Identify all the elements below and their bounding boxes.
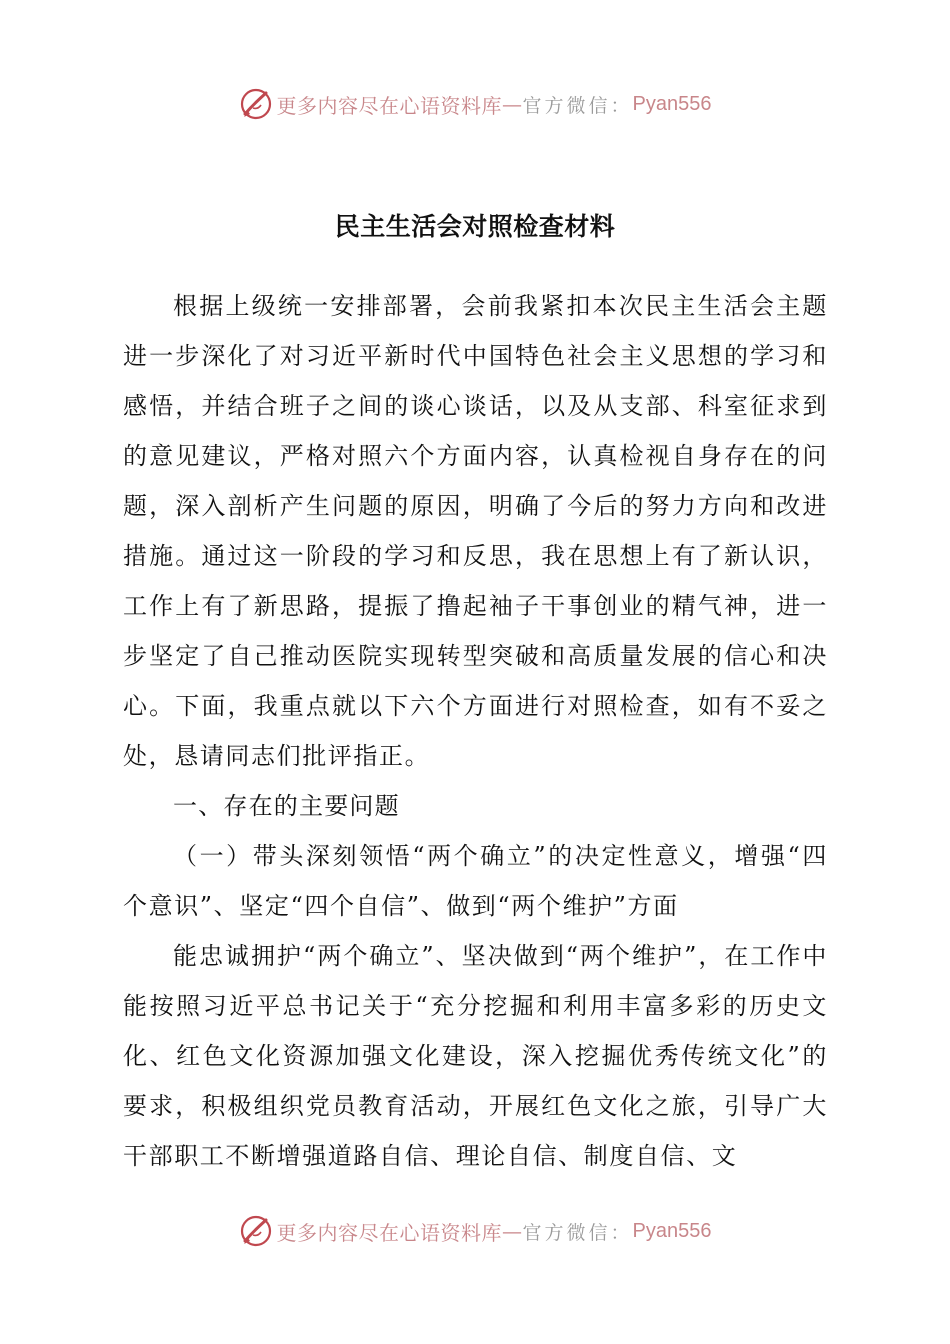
pen-logo-icon	[239, 1214, 273, 1248]
section-heading-problems: 一、存在的主要问题	[173, 792, 400, 820]
watermark-main-text: 更多内容尽在心语资料库	[276, 93, 502, 118]
watermark-wechat-id: Pyan556	[632, 1219, 712, 1242]
watermark-separator: —	[502, 1219, 523, 1243]
document-title: 民主生活会对照检查材料	[334, 212, 616, 241]
watermark-header	[0, 84, 950, 124]
watermark-sub-text: 官方微信：	[522, 1221, 633, 1244]
intro-paragraph: 根据上级统一安排部署，会前我紧扣本次民主生活会主题进一步深化了对习近平新时代中国特色社会主义思想的学习和感悟，并结合班子之间的谈心谈话，以及从支部、科室征求到的意见建议，严格对照六个方面内容，认真检视自身存在的问题，深入剖析产生问题的原因，明确了今后的努力方向和改进措施。通过这一阶段的学习和反思，我在思想上有了新认识，工作上有了新思路，提振了撸起袖子干事创业的精气神，进一步坚定了自己推动医院实现转型突破和高质量发展的信心和决心。下面，我重点就以下六个方面进行对照检查，如有不妥之处，恳请同志们批评指正。	[123, 292, 828, 770]
watermark-sub-text: 官方微信：	[522, 94, 633, 117]
subsection-heading-1: （一）带头深刻领悟“两个确立”的决定性意义，增强“四个意识”、坚定“四个自信”、做到“两个维护”方面	[123, 842, 828, 920]
watermark-main-text: 更多内容尽在心语资料库	[276, 1220, 502, 1245]
pen-logo-icon	[239, 87, 273, 121]
watermark-wechat-id: Pyan556	[632, 92, 712, 115]
watermark-separator: —	[502, 92, 523, 116]
document-body	[123, 281, 828, 1181]
watermark-footer	[0, 1211, 950, 1251]
subsection-1-paragraph: 能忠诚拥护“两个确立”、坚决做到“两个维护”，在工作中能按照习近平总书记关于“充分挖掘和利用丰富多彩的历史文化、红色文化资源加强文化建设，深入挖掘优秀传统文化”的要求，积极组织党员教育活动，开展红色文化之旅，引导广大干部职工不断增强道路自信、理论自信、制度自信、文	[123, 942, 828, 1170]
